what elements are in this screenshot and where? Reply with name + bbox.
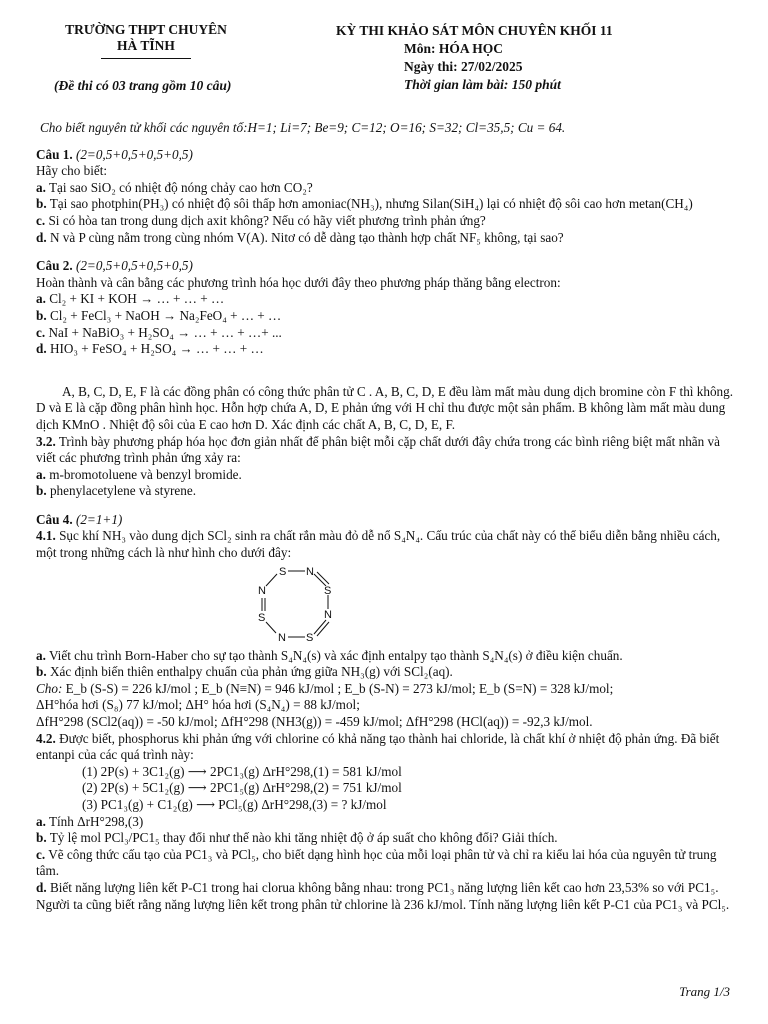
q2-c: c. NaI + NaBiO₃ + H₂SO₄ → … + … + …+ ... <box>36 324 282 340</box>
q1-d: d. N và P cùng nằm trong cùng nhóm V(A). Nitơ có dễ dàng tạo thành hợp chất NF₅ không, tại sao? <box>36 229 564 245</box>
q4-given-1: Cho: E_b (S-S) = 226 kJ/mol ; E_b (N≡N) = 946 kJ/mol ; E_b (S-N) = 273 kJ/mol; E_b (S=N) = 328 kJ/mol; <box>36 680 614 696</box>
atom-s2: S <box>324 584 332 597</box>
atom-n1: N <box>306 565 314 578</box>
exam-duration: Thời gian làm bài: 150 phút <box>404 77 561 92</box>
header-rule <box>101 58 191 59</box>
q4-given-3: ΔfH°298 (SCl2(aq)) = -50 kJ/mol; ΔfH°298 (NH3(g)) = -459 kJ/mol; ΔfH°298 (HCl(aq)) = -92,3 kJ/mol. <box>36 714 593 730</box>
q2-a: a. Cl₂ + KI + KOH → … + … + … <box>36 291 225 307</box>
atom-s3: S <box>306 631 314 644</box>
exam-title: KỲ THI KHẢO SÁT MÔN CHUYÊN KHỐI 11 <box>336 23 613 38</box>
s4n4-structure <box>256 564 356 646</box>
exam-page <box>36 22 736 913</box>
school-province: HÀ TĨNH <box>117 38 175 53</box>
q3-b: b. phenylacetylene và styrene. <box>36 483 197 499</box>
atom-s1: S <box>279 565 287 578</box>
q2-points: (2=0,5+0,5+0,5+0,5) <box>75 258 193 274</box>
q2-b: b. Cl₂ + FeCl₃ + NaOH → Na₂FeO₄ + … + … <box>36 307 282 323</box>
q2-intro: Hoàn thành và cân bằng các phương trình hóa học dưới đây theo phương pháp thăng bằng electron: <box>36 274 561 290</box>
q4-2: 4.2. Được biết, phosphorus khi phản ứng với chlorine có khả năng tạo thành hai chloride, là chất khí ở nhiệt độ phản ứng. Đã biết entanpi của các quá trình này: <box>36 730 720 763</box>
q3-a: a. m-bromotoluene và benzyl bromide. <box>36 466 242 482</box>
q4-2b: b. Tỷ lệ mol PCl₃/PC1₅ thay đổi như thế nào khi tăng nhiệt độ ở áp suất cho không đổi? Giải thích. <box>36 830 558 846</box>
atom-n4: N <box>258 584 266 597</box>
exam-date: Ngày thi: 27/02/2025 <box>404 59 523 74</box>
atom-n2: N <box>324 608 332 621</box>
q1-points: (2=0,5+0,5+0,5+0,5) <box>75 146 193 162</box>
reaction-2: (2) 2P(s) + 5C1₂(g) ⟶ 2PC1₅(g) ΔrH°298,(2) = 751 kJ/mol <box>82 780 402 796</box>
q2-heading <box>36 258 736 275</box>
school-block <box>36 22 256 93</box>
q4-1: 4.1. Sục khí NH₃ vào dung dịch SCl₂ sinh ra chất rắn màu đỏ dễ nổ S₄N₄. Cấu trúc của chất này có thể biểu diễn bằng nhiều cách, một trong những cách là như hình cho dưới đây: <box>36 528 721 561</box>
q1-b: b. Tại sao photphin(PH₃) có nhiệt độ sôi thấp hơn amoniac(NH₃), nhưng Silan(SiH₄) lại có nhiệt độ sôi cao hơn metan(CH₄) <box>36 196 693 212</box>
q4-2d: d. Biết năng lượng liên kết P-C1 trong hai clorua không bằng nhau: trong PC1₃ năng lượng liên kết cao hơn 23,53% so với PC1₅. Người ta cũng biết rằng năng lượng liên kết trong phân tử chlorine là 236 kJ/mol. Tính năng lượng liên kết P-C1 của PC1₃ và PCl₅. <box>36 879 730 912</box>
reaction-1: (1) 2P(s) + 3C1₂(g) ⟶ 2PC1₃(g) ΔrH°298,(1) = 581 kJ/mol <box>82 763 402 779</box>
atom-s4: S <box>258 611 266 624</box>
q4-given-2: ΔH°hóa hơi (S₈) 77 kJ/mol; ΔH° hóa hơi (S₄N₄) = 88 kJ/mol; <box>36 697 360 713</box>
exam-info-block <box>336 22 736 94</box>
q1-title: Câu 1. <box>36 146 73 162</box>
q4-title: Câu 4. <box>36 511 73 527</box>
q1-c: c. Si có hòa tan trong dung dịch axit không? Nếu có hãy viết phương trình phản ứng? <box>36 212 486 228</box>
exam-header <box>36 22 736 120</box>
atomic-masses: Cho biết nguyên tử khối các nguyên tố:H=1; Li=7; Be=9; C=12; O=16; S=32; Cl=35,5; Cu = 64. <box>40 120 566 135</box>
q2-title: Câu 2. <box>36 258 73 274</box>
q1-a: a. Tại sao SiO₂ có nhiệt độ nóng chảy cao hơn CO₂? <box>36 179 313 195</box>
q4-1b: b. Xác định biến thiên enthalpy chuẩn của phản ứng giữa NH₃(g) với SCl₂(aq). <box>36 664 453 680</box>
q3-paragraph-1: A, B, C, D, E, F là các đồng phân có công thức phân tử C . A, B, C, D, E đều làm mất màu dung dịch bromine còn F thì không. D và E là cặp đồng phân hình học. Hỗn hợp chứa A, D, E phản ứng với H chỉ thu được một sản phẩm. B không làm mất màu dung dịch KMnO . Nhiệt độ sôi của E cao hơn D. Xác định các chất A, B, C, D, E, F. <box>36 383 734 432</box>
atom-n3: N <box>278 631 286 644</box>
page-number: Trang 1/3 <box>679 984 730 999</box>
reaction-3: (3) PC1₃(g) + C1₂(g) ⟶ PCl₅(g) ΔrH°298,(3) = ? kJ/mol <box>82 797 387 812</box>
q2-d: d. HIO₃ + FeSO₄ + H₂SO₄ → … + … + … <box>36 341 264 357</box>
q4-2c: c. Vẽ công thức cấu tạo của PC1₃ và PCl₅, cho biết dạng hình học của mỗi loại phân tử và chỉ ra kiểu lai hóa của nguyên tử trung tâm. <box>36 846 717 879</box>
exam-subject: Môn: HÓA HỌC <box>404 41 504 56</box>
q4-1a: a. Viết chu trình Born-Haber cho sự tạo thành S₄N₄(s) và xác định entalpy tạo thành S₄N₄(s) ở điều kiện chuẩn. <box>36 647 623 663</box>
q4-points: (2=1+1) <box>75 511 123 527</box>
q3-2: 3.2. Trình bày phương pháp hóa học đơn giản nhất để phân biệt mỗi cặp chất dưới đây chứa trong các bình riêng biệt mất nhãn và viết các phương trình phản ứng xảy ra: <box>36 433 720 466</box>
q4-2a: a. Tính ΔrH°298,(3) <box>36 813 144 829</box>
q4-heading <box>36 512 736 529</box>
q1-intro: Hãy cho biết: <box>36 163 108 179</box>
q1-heading <box>36 147 736 164</box>
school-name: TRƯỜNG THPT CHUYÊN <box>65 22 227 37</box>
page-count-note: (Đề thi có 03 trang gồm 10 câu) <box>54 78 232 93</box>
